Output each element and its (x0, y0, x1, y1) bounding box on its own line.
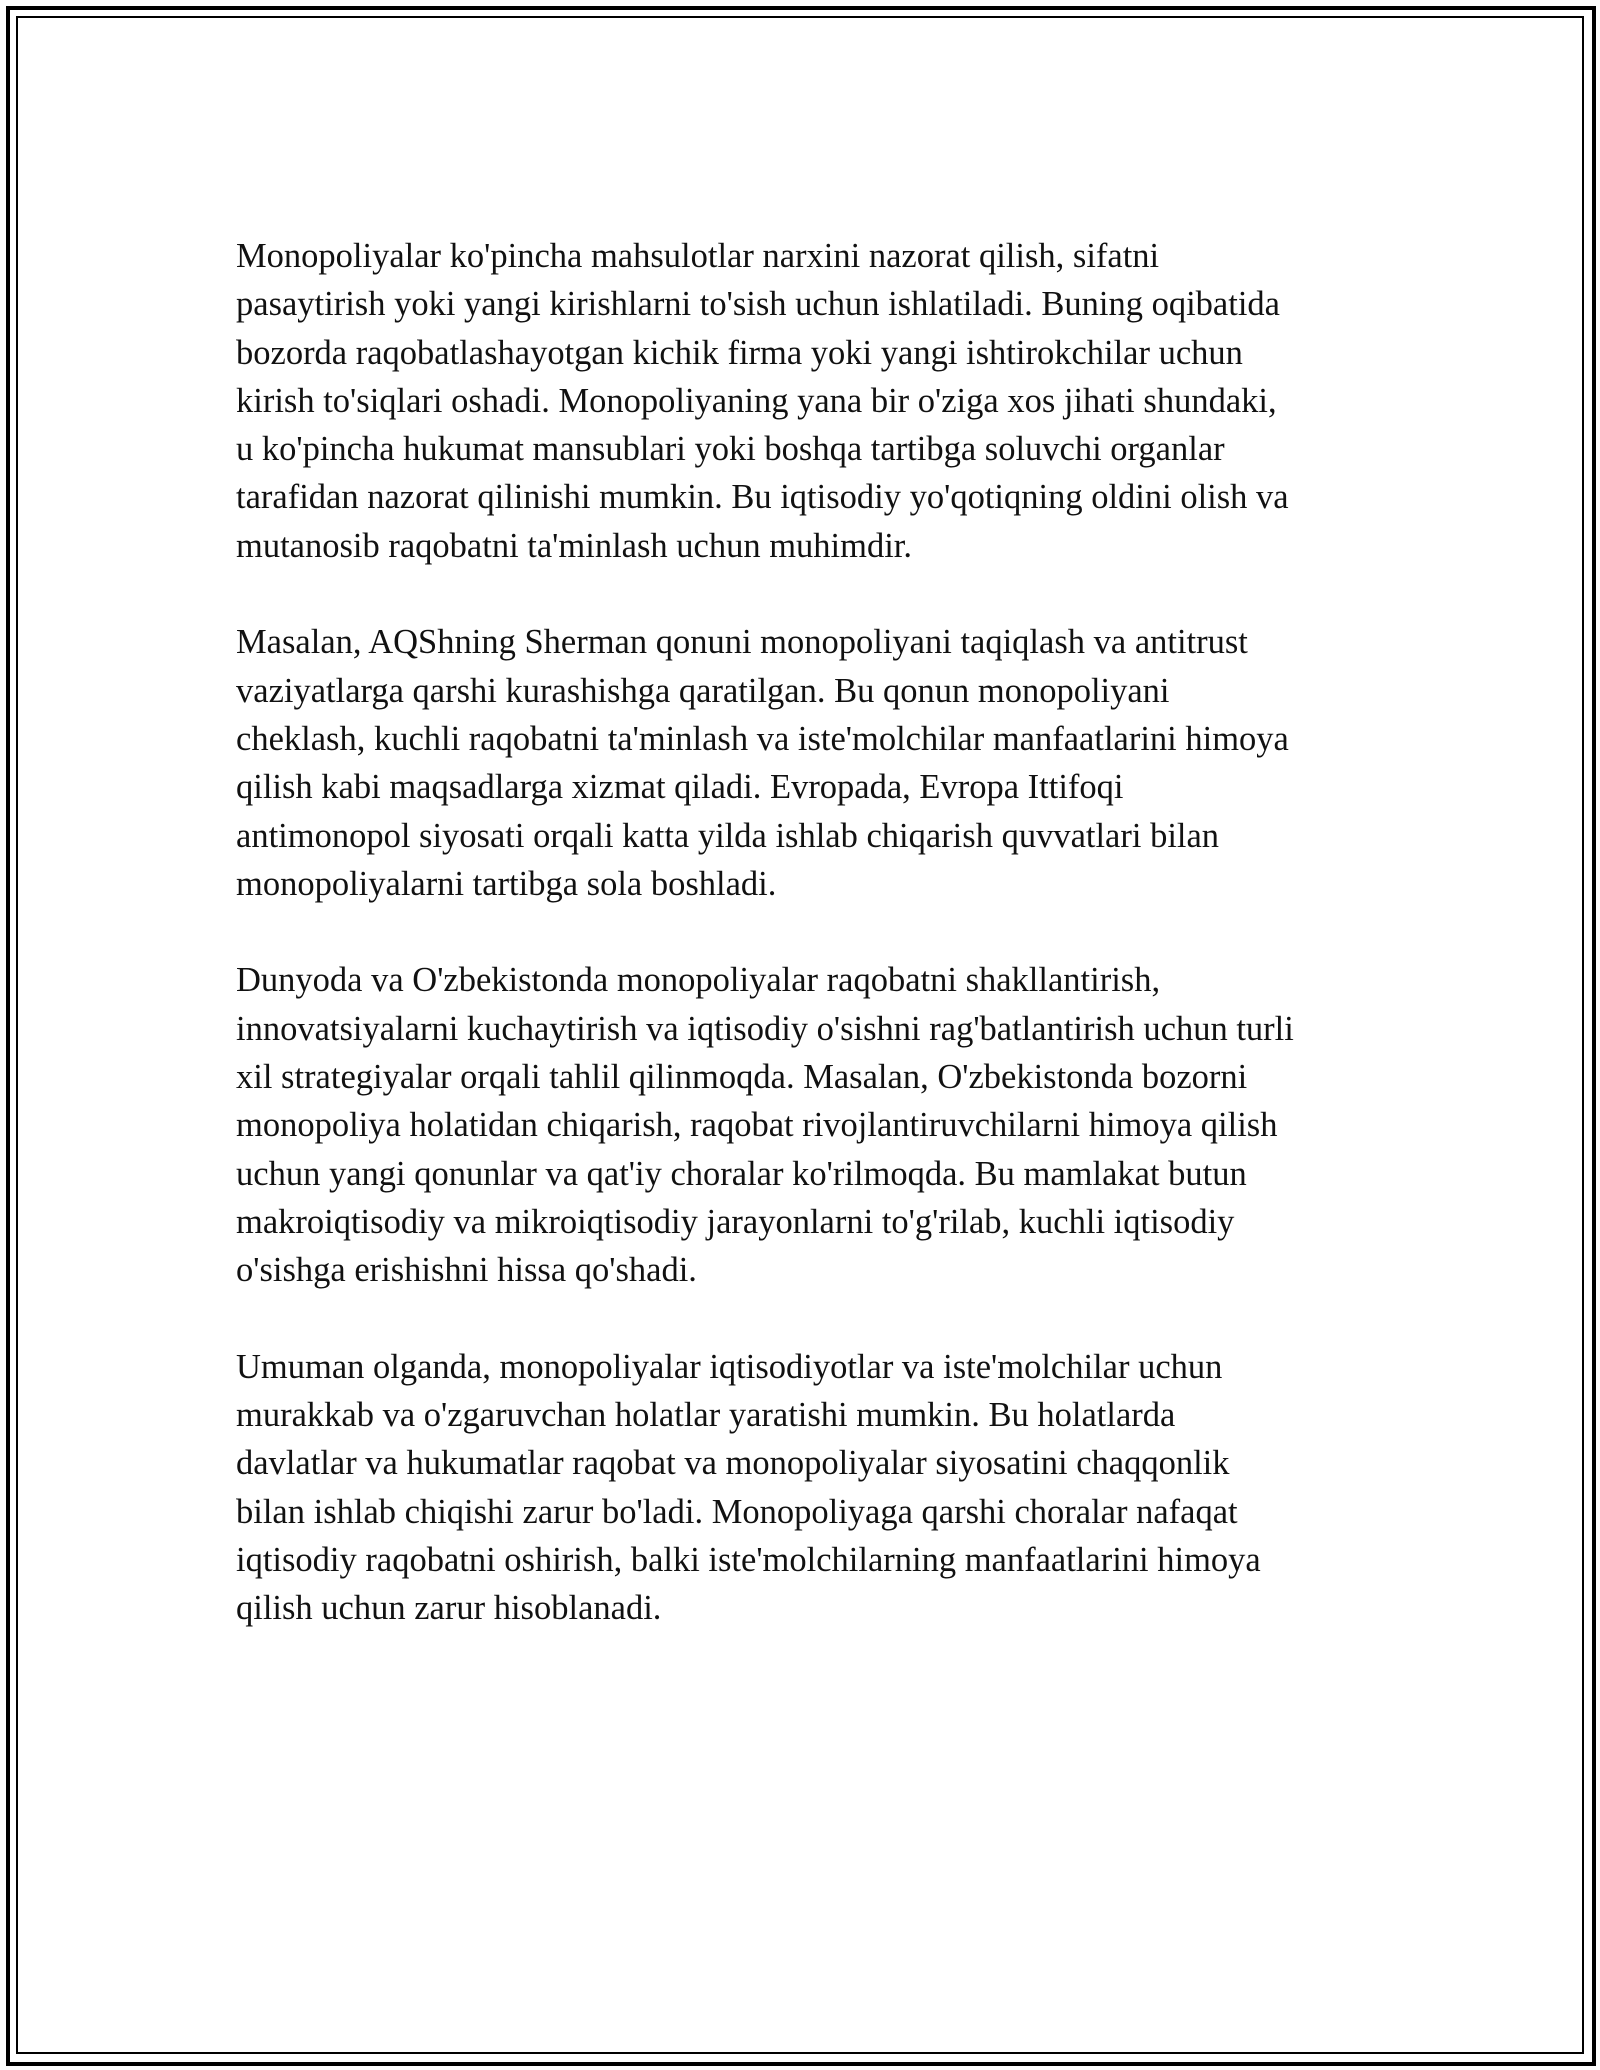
document-body (236, 232, 1386, 1681)
paragraph-2: Masalan, AQShning Sherman qonuni monopoliyani taqiqlash va antitrust vaziyatlarga qarshi kurashishga qaratilgan. Bu qonun monopoliyani cheklash, kuchli raqobatni ta'minlash va iste'molchilar manfaatlarini himoya qilish kabi maqsadlarga xizmat qiladi. Evropada, Evropa Ittifoqi antimonopol siyosati orqali katta yilda ishlab chiqarish quvvatlari bilan monopoliyalarni tartibga sola boshladi. (236, 623, 1289, 903)
paragraph-3: Dunyoda va O'zbekistonda monopoliyalar raqobatni shakllantirish, innovatsiyalarni kuchaytirish va iqtisodiy o'sishni rag'batlantirish uchun turli xil strategiyalar orqali tahlil qilinmoqda. Masalan, O'zbekistonda bozorni monopoliya holatidan chiqarish, raqobat rivojlantiruvchilarni himoya qilish uchun yangi qonunlar va qat'iy choralar ko'rilmoqda. Bu mamlakat butun makroiqtisodiy va mikroiqtisodiy jarayonlarni to'g'rilab, kuchli iqtisodiy o'sishga erishishni hissa qo'shadi. (236, 961, 1294, 1290)
paragraph-4: Umuman olganda, monopoliyalar iqtisodiyotlar va iste'molchilar uchun murakkab va o'zgaruvchan holatlar yaratishi mumkin. Bu holatlarda davlatlar va hukumatlar raqobat va monopoliyalar siyosatini chaqqonlik bilan ishlab chiqishi zarur bo'ladi. Monopoliyaga qarshi choralar nafaqat iqtisodiy raqobatni oshirish, balki iste'molchilarning manfaatlarini himoya qilish uchun zarur hisoblanadi. (236, 1347, 1261, 1628)
paragraph-1: Monopoliyalar ko'pincha mahsulotlar narxini nazorat qilish, sifatni pasaytirish yoki yangi kirishlarni to'sish uchun ishlatiladi. Buning oqibatida bozorda raqobatlashayotgan kichik firma yoki yangi ishtirokchilar uchun kirish to'siqlari oshadi. Monopoliyaning yana bir o'ziga xos jihati shundaki, u ko'pincha hukumat mansublari yoki boshqa tartibga soluvchi organlar tarafidan nazorat qilinishi mumkin. Bu iqtisodiy yo'qotiqning oldini olish va mutanosib raqobatni ta'minlash uchun muhimdir. (236, 237, 1289, 565)
